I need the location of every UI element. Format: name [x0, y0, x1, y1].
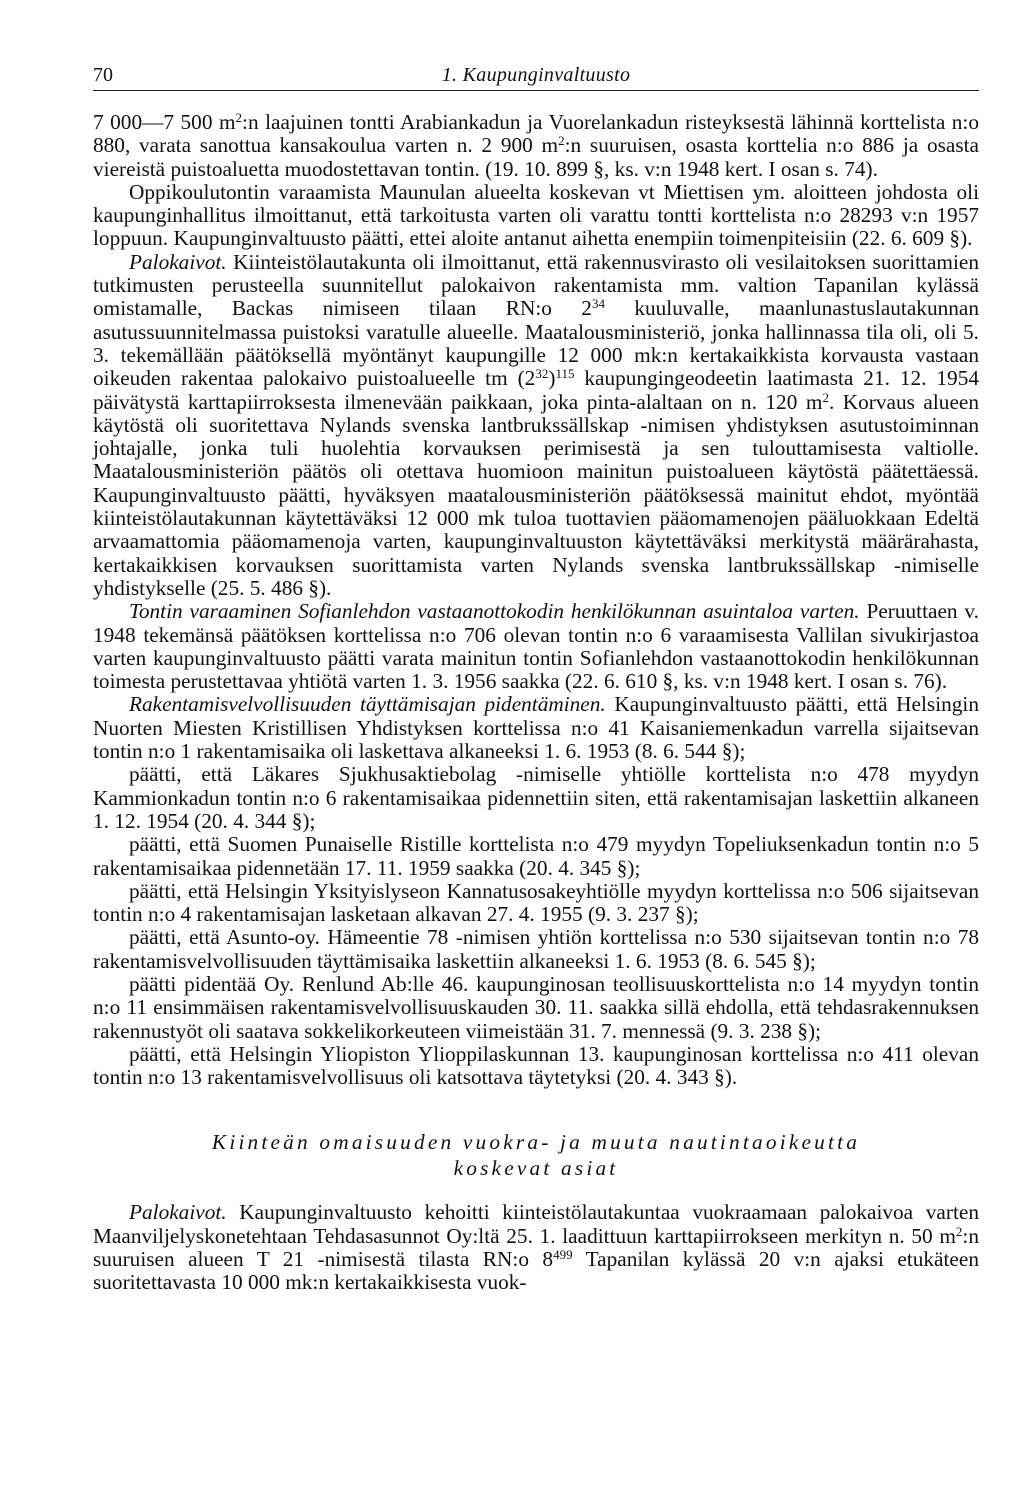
body-text	[93, 111, 979, 1089]
running-title: 1. Kaupunginvaltuusto	[441, 64, 631, 86]
superscript: 32	[535, 366, 549, 382]
text-run: :n suuruisen alueen T 21 -nimisestä tilasta RN:o 8	[93, 1223, 979, 1272]
text-run: päätti, että Läkares Sjukhusaktiebolag -nimiselle yhtiölle korttelista n:o 478 myydyn Kammionkadun tontin n:o 6 rakentamisaikaa pidennettiin siten, että rakentamisajan laskettiin alkaneen 1. 12. 1954 (20. 4. 344 §);	[93, 762, 979, 833]
text-run: 7 000—7 500 m	[93, 110, 236, 134]
paragraph	[93, 1043, 979, 1090]
italic-run: Tontin varaaminen Sofianlehdon vastaanottokodin henkilökunnan asuintaloa varten.	[129, 599, 860, 624]
text-run: kuuluvalle, maanlunastuslautakunnan asutussuunnitelmassa puistoksi varatulle alueelle. Maatalousministeriö, jonka hallinnassa tila oli, oli 5. 3. tekemällään päätöksellä myöntänyt kaupungille 12 000 mk:n kertakaikkista korvausta vastaan oikeuden rakentaa palokaivo puistoalueelle tm (2	[93, 296, 979, 391]
body-text-section-2	[93, 1201, 979, 1294]
paragraph	[93, 111, 979, 181]
paragraph	[93, 833, 979, 880]
text-run: Kaupunginvaltuusto kehoitti kiinteistölautakuntaa vuokraamaan palokaivoa varten Maanviljelyskonetehtaan Tehdasasunnot Oy:ltä 25. 1. laadittuun karttapiirrokseen merkityn n. 50 m	[93, 1200, 979, 1248]
superscript: 2	[558, 133, 565, 149]
text-run: Kiinteistölautakunta oli ilmoittanut, että rakennusvirasto oli vesilaitoksen suorittamien tutkimusten perusteella suunnitellut palokaivon rakentamista mm. valtion Tapanilan kylässä omistamalle, Backas nimiseen tilaan RN:o 2	[93, 249, 979, 321]
paragraph	[93, 251, 979, 600]
superscript: 2	[822, 389, 829, 405]
paragraph	[93, 926, 979, 973]
italic-run: Palokaivot.	[129, 249, 227, 274]
paragraph	[93, 763, 979, 833]
text-run: päätti, että Suomen Punaiselle Ristille korttelista n:o 479 myydyn Topeliuksenkadun tontin n:o 5 rakentamisaikaa pidennetään 17. 11. 1959 saakka (20. 4. 345 §);	[93, 832, 979, 880]
superscript: 115	[555, 366, 575, 382]
paragraph	[93, 693, 979, 763]
section-heading	[93, 1129, 979, 1181]
superscript: 2	[235, 110, 243, 125]
document-page	[93, 60, 979, 1295]
paragraph	[93, 1201, 979, 1294]
text-run: :n laajuinen tontti Arabiankadun ja Vuorelankadun risteyksestä lähinnä korttelista n:o 880, varata sanottua kansakoulua varten n. 2 900 m	[93, 110, 979, 158]
text-run: kaupungingeodeetin laatimasta 21. 12. 1954 päivätystä karttapiirroksesta ilmenevään paikkaan, joka pinta-alaltaan on n. 120 m	[93, 366, 979, 414]
superscript: 499	[553, 1247, 573, 1263]
superscript: 2	[955, 1223, 963, 1239]
paragraph	[93, 181, 979, 251]
paragraph	[93, 880, 979, 927]
text-run: Oppikoulutontin varaamista Maunulan alueelta koskevan vt Miettisen ym. aloitteen johdosta oli kaupunginhallitus ilmoittanut, että tarkoitusta varten oli varattu tontti korttelista n:o 28293 v:n 1957 loppuun. Kaupunginvaltuusto päätti, ettei aloite antanut aihetta enempiin toimenpiteisiin (22. 6. 609 §).	[93, 179, 979, 251]
text-run: Peruuttaen v. 1948 tekemänsä päätöksen korttelissa n:o 706 olevan tontin n:o 6 varaamisesta Vallilan sivukirjastoa varten kaupunginvaltuusto päätti varata mainitun tontin Sofianlehdon vastaanottokodin henkilökunnan toimesta perustettavaa yhtiötä varten 1. 3. 1956 saakka (22. 6. 610 §, ks. v:n 1948 kert. I osan s. 76).	[93, 599, 980, 694]
page-header	[93, 60, 979, 91]
paragraph	[93, 973, 979, 1043]
section-heading-line-2: koskevat asiat	[453, 1156, 619, 1181]
text-run: . Korvaus alueen käytöstä oli suoritettava Nylands svenska lantbrukssällskap -nimisen yhdistyksen asutustoiminnan johtajalle, jonka tuli huolehtia korvauksen perimisestä ja sen tulouttamisesta valtiolle. Maatalousministeriön päätös oli otettava huomioon mainitun puistoalueen käytöstä päätettäessä. Kaupunginvaltuusto päätti, hyväksyen maatalousministeriön päätöksessä mainitut ehdot, myöntää kiinteistölautakunnan käytettäväksi 12 000 mk tuloa tuottavien pääomamenojen pääluokkaan Edeltä arvaamattomia pääomamenoja varten, kaupunginvaltuuston käytettäväksi merkitystä määrärahasta, kertakaikkisen korvauksen suorittamista varten Nylands svenska lantbrukssällskap -nimiselle yhdistykselle (25. 5. 486 §).	[93, 389, 980, 600]
text-run: )	[548, 366, 556, 391]
italic-run: Rakentamisvelvollisuuden täyttämisajan pidentäminen.	[129, 692, 606, 717]
paragraph	[93, 600, 979, 693]
superscript: 34	[591, 296, 605, 312]
text-run: päätti, että Helsingin Yksityislyseon Kannatusosakeyhtiölle myydyn korttelissa n:o 506 sijaitsevan tontin n:o 4 rakentamisajan lasketaan alkavan 27. 4. 1955 (9. 3. 237 §);	[93, 878, 979, 927]
section-heading-line-1: Kiinteän omaisuuden vuokra- ja muuta nautintaoikeutta	[211, 1130, 861, 1155]
text-run: Kaupunginvaltuusto päätti, että Helsingin Nuorten Miesten Kristillisen Yhdistyksen korttelissa n:o 41 Kaisaniemenkadun varrella sijaitsevan tontin n:o 1 rakentamisaika oli laskettava alkaneeksi 1. 6. 1953 (8. 6. 544 §);	[93, 692, 979, 764]
text-run: päätti pidentää Oy. Renlund Ab:lle 46. kaupunginosan teollisuuskorttelista n:o 14 myydyn tontin n:o 11 ensimmäisen rakentamisvelvollisuuskauden 30. 11. saakka sillä ehdolla, että tehdasrakennuksen rakennustyöt oli saatava sokkelikorkeuteen viimeistään 31. 7. mennessä (9. 3. 238 §);	[93, 971, 979, 1043]
text-run: päätti, että Asunto-oy. Hämeentie 78 -nimisen yhtiön korttelissa n:o 530 sijaitsevan tontin n:o 78 rakentamisvelvollisuuden täyttämisaika laskettiin alkaneeksi 1. 6. 1953 (8. 6. 545 §);	[93, 925, 979, 973]
text-run: Tapanilan kylässä 20 v:n ajaksi etukäteen suoritettavasta 10 000 mk:n kertakaikkisesta vuok-	[93, 1247, 979, 1295]
text-run: päätti, että Helsingin Yliopiston Ylioppilaskunnan 13. kaupunginosan korttelissa n:o 411 olevan tontin n:o 13 rakentamisvelvollisuus oli katsottava täytetyksi (20. 4. 343 §).	[93, 1041, 979, 1090]
italic-run: Palokaivot.	[129, 1200, 227, 1225]
page-number: 70	[93, 64, 113, 86]
text-run: :n suuruisen, osasta korttelia n:o 886 ja osasta viereistä puistoaluetta muodostettavan tontin. (19. 10. 899 §, ks. v:n 1948 kert. I osan s. 74).	[93, 133, 980, 181]
